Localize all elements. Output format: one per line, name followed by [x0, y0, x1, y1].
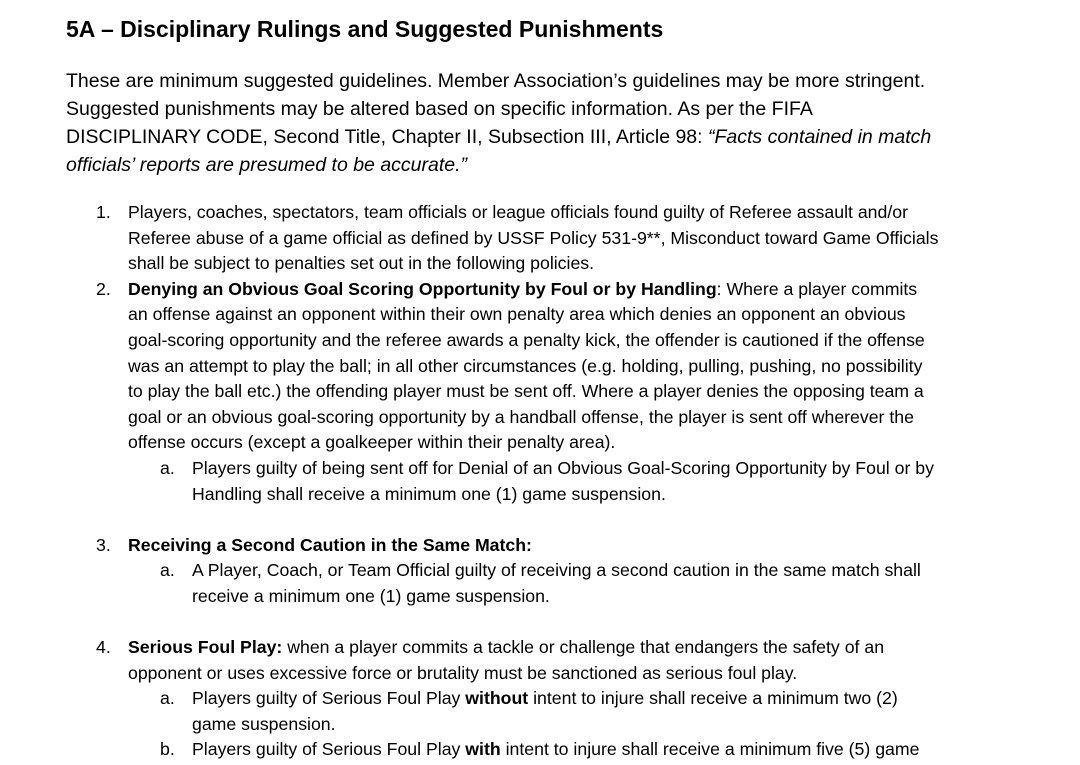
item-number: 1. [96, 202, 111, 222]
sub-item-line [192, 737, 1080, 763]
sub-item-2a [128, 456, 1080, 507]
item-line: offense occurs (except a goalkeeper within their penalty area). [128, 432, 616, 453]
item-line: Referee abuse of a game official as defined by USSF Policy 531-9**, Misconduct toward Game Officials [128, 227, 939, 248]
item-heading-rest: when a player commits a tackle or challenge that endangers the safety of an [282, 637, 885, 658]
intro-text: DISCIPLINARY CODE, Second Title, Chapter II, Subsection III, Article 98: [66, 126, 708, 148]
item-line: Players, coaches, spectators, team officials or league officials found guilty of Referee assault and/or [128, 202, 908, 222]
sub-item-4b [128, 737, 1080, 763]
item-line: shall be subject to penalties set out in the following policies. [128, 253, 595, 274]
sub-item-letter: b. [160, 739, 175, 760]
sub-item-text: intent to injure shall receive a minimum two (2) [528, 688, 898, 709]
sub-item-letter: a. [160, 457, 175, 478]
sub-item-text: Players guilty of Serious Foul Play [192, 688, 466, 709]
item-line: goal-scoring opportunity and the referee awards a penalty kick, the offender is cautioned if the offense [128, 329, 925, 350]
intro-quote: officials’ reports are presumed to be accurate.” [66, 154, 468, 176]
sub-item-line [192, 686, 1080, 712]
item-line [128, 635, 1080, 661]
item-line: opponent or uses excessive force or brutality must be sanctioned as serious foul play. [128, 662, 798, 683]
item-heading-rest: : Where a player commits [716, 278, 918, 299]
item-number: 2. [96, 278, 111, 299]
intro-line [66, 151, 1026, 179]
spacer [0, 610, 1080, 636]
item-line [128, 277, 1080, 303]
list-item-1 [0, 200, 1080, 277]
list-item-3 [0, 533, 1080, 610]
intro-line [66, 123, 1026, 151]
sub-item-line: Handling shall receive a minimum one (1) game suspension. [192, 483, 666, 504]
item-line: to play the ball etc.) the offending player must be sent off. Where a player denies the opposing team a [128, 381, 924, 402]
sub-item-letter: a. [160, 688, 175, 709]
item-heading: Serious Foul Play: [128, 637, 283, 658]
rulings-list [0, 200, 1080, 763]
sub-item-3a [128, 558, 1080, 609]
sub-item-letter: a. [160, 560, 175, 581]
spacer [0, 507, 1080, 533]
intro-line: Suggested punishments may be altered based on specific information. As per the FIFA [66, 98, 813, 120]
intro-quote: “Facts contained in match [708, 126, 932, 148]
sub-item-line: Players guilty of being sent off for Denial of an Obvious Goal-Scoring Opportunity by Foul or by [192, 457, 934, 478]
sub-item-emphasis: with [465, 739, 501, 760]
sub-item-text: Players guilty of Serious Foul Play [192, 739, 466, 760]
sub-item-4a [128, 686, 1080, 737]
item-line: an offense against an opponent within their own penalty area which denies an opponent an obvious [128, 304, 906, 325]
item-heading: Denying an Obvious Goal Scoring Opportunity by Foul or by Handling [128, 278, 717, 299]
sub-item-text: intent to injure shall receive a minimum five (5) game [500, 739, 920, 760]
list-item-4 [0, 635, 1080, 763]
item-heading: Receiving a Second Caution in the Same Match: [128, 534, 532, 555]
section-title: 5A – Disciplinary Rulings and Suggested Punishments [66, 16, 664, 42]
item-number: 4. [96, 637, 111, 658]
sub-item-emphasis: without [465, 688, 529, 709]
item-line [128, 533, 1080, 559]
sub-item-line: A Player, Coach, or Team Official guilty of receiving a second caution in the same match shall [192, 560, 921, 581]
item-number: 3. [96, 534, 111, 555]
intro-paragraph [66, 67, 1026, 179]
item-line: goal or an obvious goal-scoring opportunity by a handball offense, the player is sent off wherever the [128, 406, 914, 427]
list-item-2 [0, 277, 1080, 507]
sub-item-line: game suspension. [192, 713, 336, 734]
sub-item-line: receive a minimum one (1) game suspension. [192, 585, 550, 606]
item-line: was an attempt to play the ball; in all other circumstances (e.g. holding, pulling, pushing, no possibility [128, 355, 923, 376]
intro-line: These are minimum suggested guidelines. Member Association’s guidelines may be more stringent. [66, 70, 926, 92]
